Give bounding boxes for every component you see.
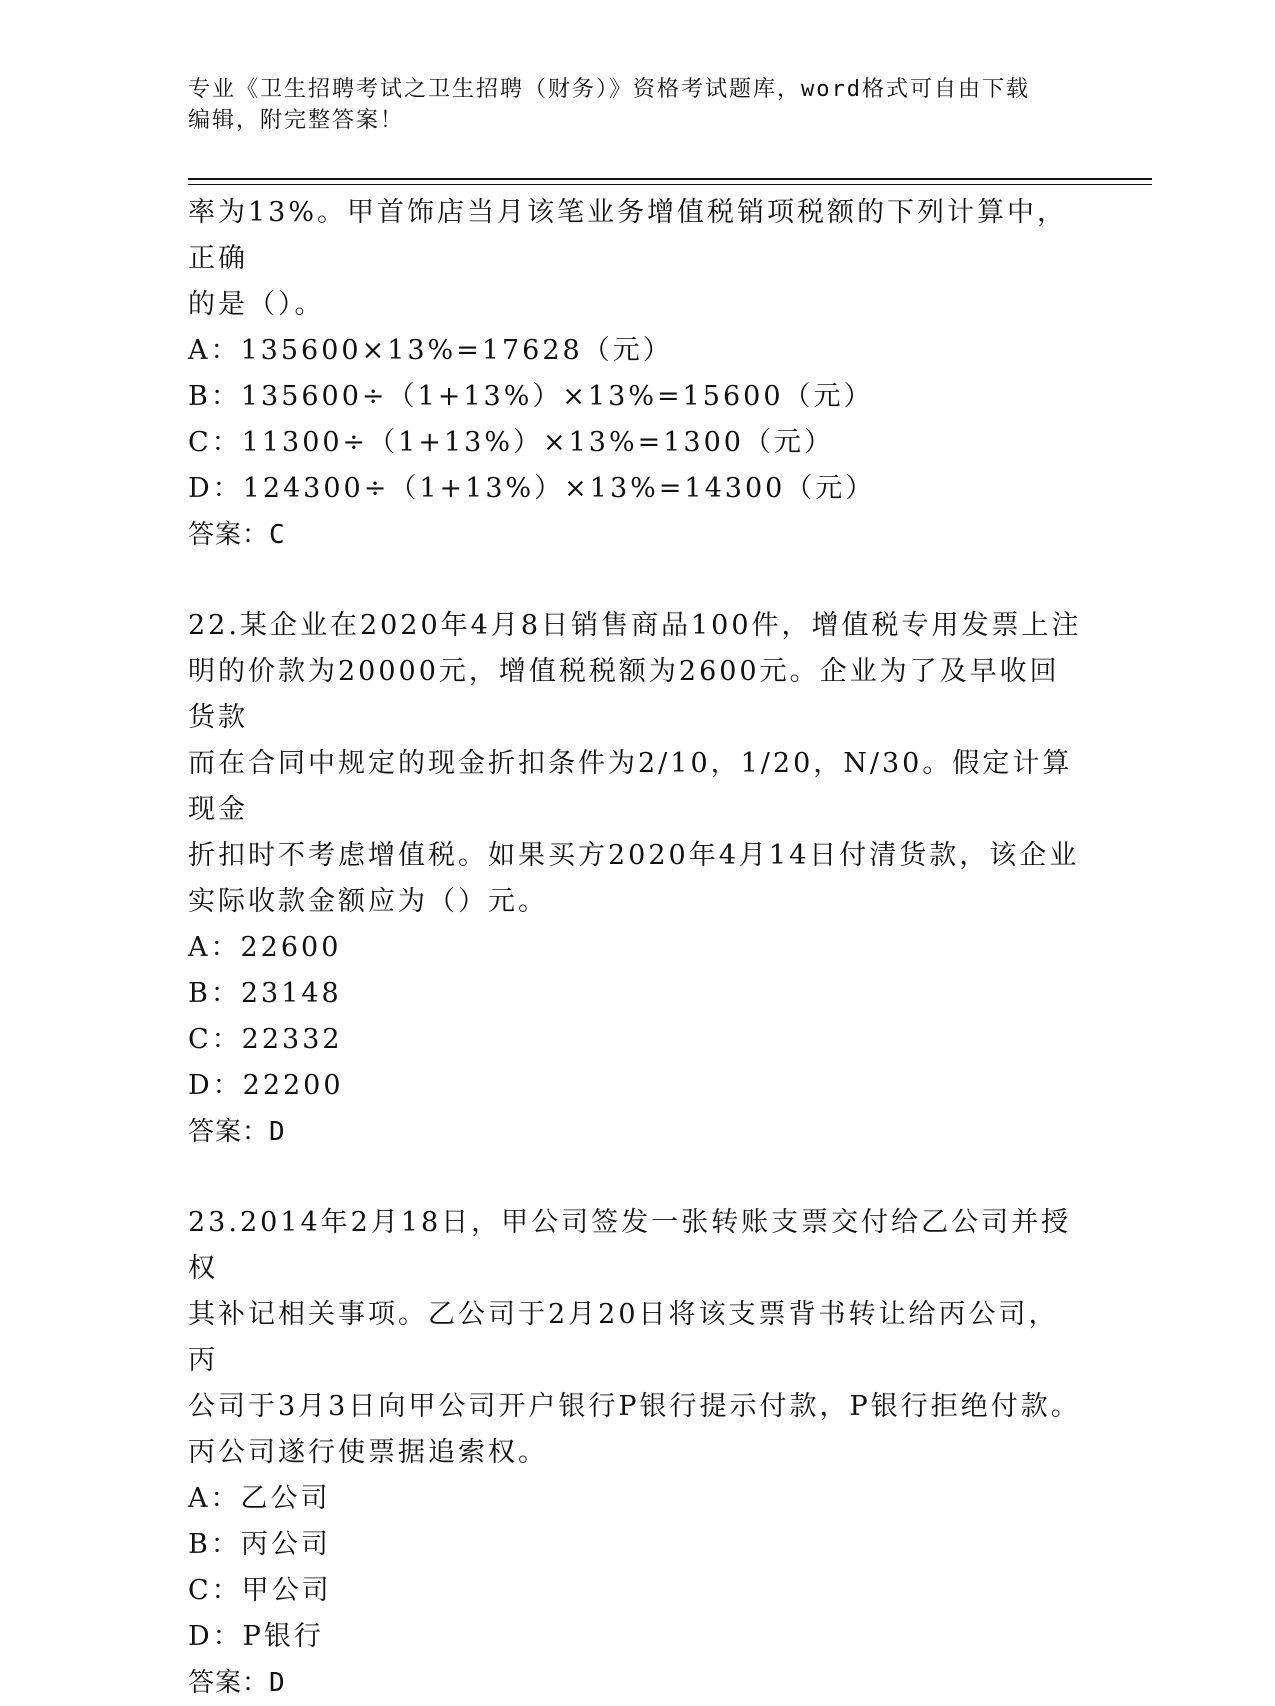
header-line-1: 专业《卫生招聘考试之卫生招聘（财务）》资格考试题库，word格式可自由下载 <box>188 77 1030 102</box>
question-text-line: 折扣时不考虑增值税。如果买方2020年4月14日付清货款，该企业 <box>188 840 1080 871</box>
option-d: D：22200 <box>188 1070 344 1101</box>
option-d: D：124300÷（1+13%）×13%=14300（元） <box>188 473 876 504</box>
answer-line: 答案：C <box>188 520 286 550</box>
option-a: A：135600×13%=17628（元） <box>188 335 673 366</box>
question-text-line: 丙公司遂行使票据追索权。 <box>188 1437 548 1468</box>
option-b: B：23148 <box>188 978 342 1009</box>
question-text-line: 的是（）。 <box>188 289 325 320</box>
option-c: C：11300÷（1+13%）×13%=1300（元） <box>188 427 834 458</box>
header-rule-thick <box>188 178 1152 180</box>
question-text-line: 其补记相关事项。乙公司于2月20日将该支票背书转让给丙公司，丙 <box>188 1299 1059 1376</box>
spacer <box>188 558 1088 603</box>
document-header <box>188 74 1088 136</box>
option-a: A：乙公司 <box>188 1483 331 1514</box>
option-c: C：22332 <box>188 1024 343 1055</box>
header-rule-thin <box>188 184 1152 185</box>
question-text-line: 公司于3月3日向甲公司开户银行P银行提示付款，P银行拒绝付款。 <box>188 1391 1081 1422</box>
question-block <box>188 190 1088 558</box>
question-list <box>188 190 1088 1706</box>
question-text-line: 明的价款为20000元，增值税税额为2600元。企业为了及早收回货款 <box>188 656 1060 733</box>
question-text-line: 率为13%。甲首饰店当月该笔业务增值税销项税额的下列计算中，正确 <box>188 197 1068 274</box>
option-c: C：甲公司 <box>188 1575 332 1606</box>
question-text-line: 23.2014年2月18日，甲公司签发一张转账支票交付给乙公司并授权 <box>188 1207 1072 1284</box>
answer-line: 答案：D <box>188 1668 286 1698</box>
answer-line: 答案：D <box>188 1117 286 1147</box>
option-a: A：22600 <box>188 932 342 963</box>
header-line-2: 编辑，附完整答案！ <box>188 108 405 133</box>
spacer <box>188 1155 1088 1200</box>
question-text-line: 而在合同中规定的现金折扣条件为2/10，1/20，N/30。假定计算现金 <box>188 748 1073 825</box>
question-text-line: 实际收款金额应为（）元。 <box>188 886 548 917</box>
option-b: B：丙公司 <box>188 1529 331 1560</box>
question-block <box>188 1200 1088 1706</box>
question-block <box>188 603 1088 1155</box>
option-b: B：135600÷（1+13%）×13%=15600（元） <box>188 381 874 412</box>
option-d: D：P银行 <box>188 1621 324 1652</box>
question-text-line: 22.某企业在2020年4月8日销售商品100件，增值税专用发票上注 <box>188 610 1082 641</box>
